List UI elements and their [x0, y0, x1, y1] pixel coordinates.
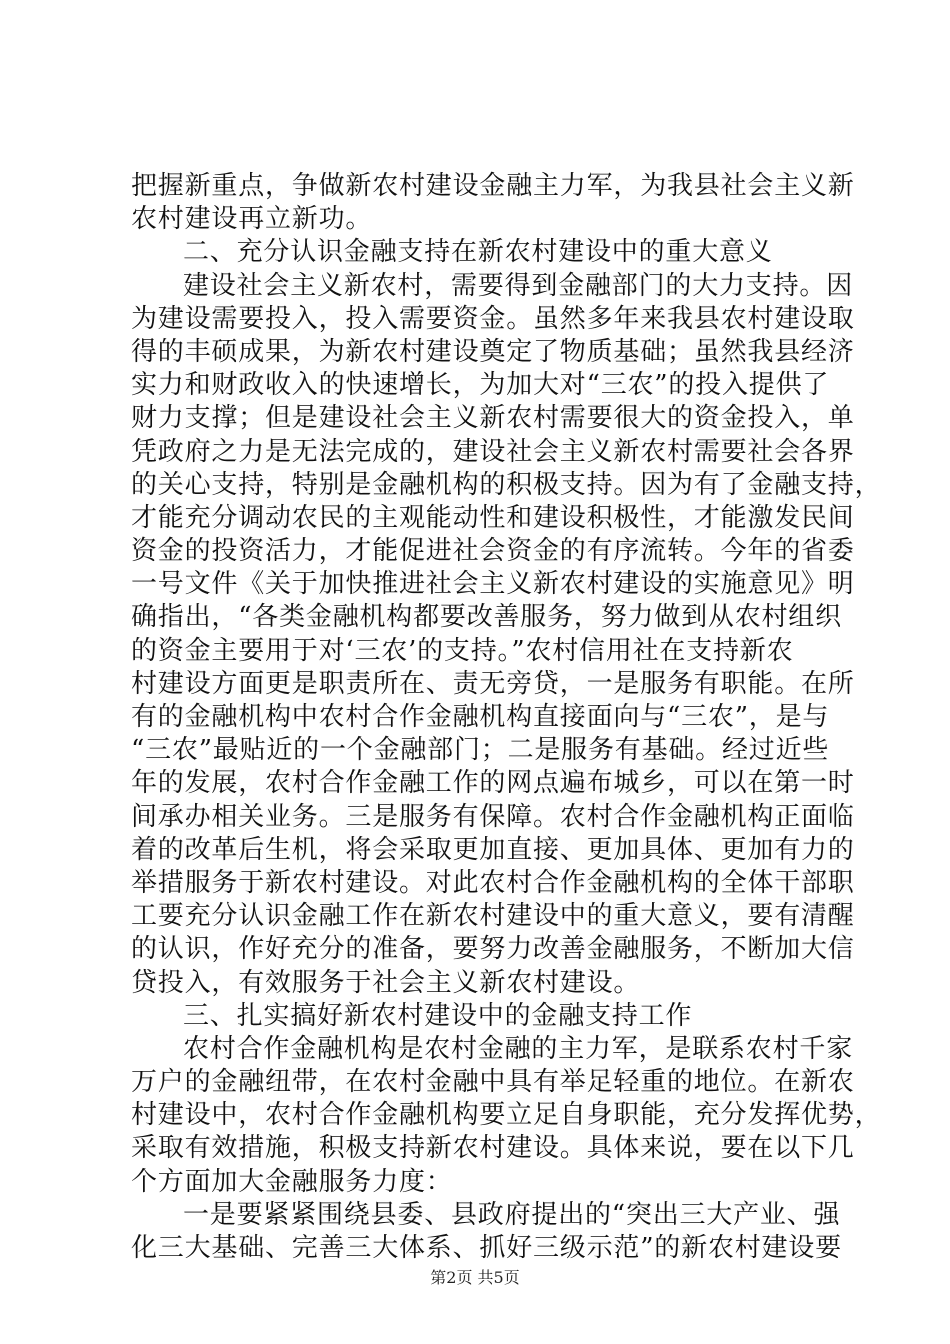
text-line: 资金的投资活力，才能促进社会资金的有序流转。今年的省委 — [131, 536, 855, 567]
text-line: 农村建设再立新功。 — [131, 204, 373, 235]
text-line: 得的丰硕成果，为新农村建设奠定了物质基础；虽然我县经济 — [131, 336, 855, 367]
text-line: 的资金主要用于对‘三农’的支持。”农村信用社在支持新农 — [131, 635, 794, 666]
text-line: 建设社会主义新农村，需要得到金融部门的大力支持。因 — [183, 270, 854, 301]
text-line: “三农”最贴近的一个金融部门；二是服务有基础。经过近些 — [131, 735, 830, 766]
text-line: 村建设中，农村合作金融机构要立足自身职能，充分发挥优势， — [131, 1100, 882, 1131]
text-line: 工要充分认识金融工作在新农村建设中的重大意义，要有清醒 — [131, 901, 855, 932]
text-line: 确指出，“各类金融机构都要改善服务，努力做到从农村组织 — [131, 602, 842, 633]
text-line: 的关心支持，特别是金融机构的积极支持。因为有了金融支持， — [131, 469, 882, 500]
page-number-footer: 第2页 共5页 — [430, 1268, 520, 1287]
section-heading: 三、扎实搞好新农村建设中的金融支持工作 — [183, 1000, 693, 1031]
text-line: 着的改革后生机，将会采取更加直接、更加具体、更加有力的 — [131, 834, 855, 865]
text-line: 实力和财政收入的快速增长，为加大对“三农”的投入提供了 — [131, 370, 830, 401]
text-line: 村建设方面更是职责所在、责无旁贷，一是服务有职能。在所 — [131, 668, 855, 699]
text-line: 化三大基础、完善三大体系、抓好三级示范”的新农村建设要 — [131, 1233, 842, 1263]
text-line: 举措服务于新农村建设。对此农村合作金融机构的全体干部职 — [131, 867, 855, 898]
document-body — [131, 170, 882, 1265]
section-heading: 二、充分认识金融支持在新农村建设中的重大意义 — [183, 237, 773, 268]
text-line: 年的发展，农村合作金融工作的网点遍布城乡，可以在第一时 — [131, 768, 855, 799]
text-line: 的认识，作好充分的准备，要努力改善金融服务，不断加大信 — [131, 934, 855, 965]
text-line: 个方面加大金融服务力度： — [131, 1166, 453, 1197]
text-line: 把握新重点，争做新农村建设金融主力军，为我县社会主义新 — [131, 171, 855, 201]
text-line: 采取有效措施，积极支持新农村建设。具体来说，要在以下几 — [131, 1133, 855, 1164]
text-line: 有的金融机构中农村合作金融机构直接面向与“三农”，是与 — [131, 702, 830, 732]
text-line: 一号文件《关于加快推进社会主义新农村建设的实施意见》明 — [131, 569, 855, 600]
text-line: 凭政府之力是无法完成的，建设社会主义新农村需要社会各界 — [131, 436, 855, 467]
text-line: 才能充分调动农民的主观能动性和建设积极性，才能激发民间 — [131, 502, 855, 533]
text-line: 贷投入，有效服务于社会主义新农村建设。 — [131, 967, 641, 998]
text-line: 万户的金融纽带，在农村金融中具有举足轻重的地位。在新农 — [131, 1067, 855, 1098]
text-line: 为建设需要投入，投入需要资金。虽然多年来我县农村建设取 — [131, 303, 855, 334]
text-line: 一是要紧紧围绕县委、县政府提出的“突出三大产业、强 — [183, 1199, 841, 1230]
text-line: 农村合作金融机构是农村金融的主力军，是联系农村千家 — [183, 1033, 854, 1064]
text-line: 间承办相关业务。三是服务有保障。农村合作金融机构正面临 — [131, 801, 855, 832]
text-line: 财力支撑；但是建设社会主义新农村需要很大的资金投入，单 — [131, 403, 855, 434]
